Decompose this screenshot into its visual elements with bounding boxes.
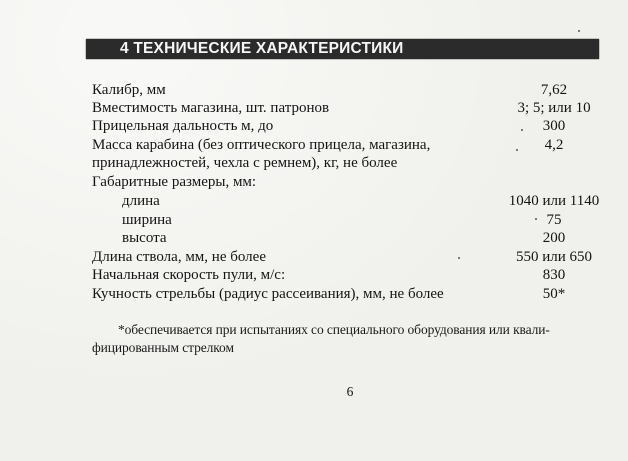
spec-value: 50*	[542, 286, 566, 302]
spec-row-magazine	[0, 99, 628, 117]
spec-label: ширина	[122, 212, 172, 228]
spec-row-barrel	[0, 248, 628, 266]
spec-label: Прицельная дальность м, до	[92, 118, 274, 134]
spec-row-length	[0, 192, 628, 210]
footnote	[92, 321, 612, 357]
scan-speck	[535, 218, 537, 220]
spec-label: Калибр, мм	[92, 82, 166, 98]
spec-label: принадлежностей, чехла с ремнем), кг, не более	[92, 155, 398, 171]
scan-speck	[521, 129, 523, 131]
spec-value: 1040 или 1140	[508, 193, 600, 209]
spec-value: 300	[542, 118, 566, 134]
spec-value: 550 или 650	[515, 249, 593, 265]
spec-value: 3; 5; или 10	[517, 100, 591, 116]
spec-label: Вместимость магазина, шт. патронов	[92, 100, 330, 116]
spec-row-height	[0, 229, 628, 247]
spec-row-mass	[0, 136, 628, 154]
spec-value: 4,2	[544, 137, 564, 153]
spec-label: Габаритные размеры, мм:	[92, 174, 257, 190]
section-title: 4 ТЕХНИЧЕСКИЕ ХАРАКТЕРИСТИКИ	[120, 40, 404, 57]
spec-label: высота	[122, 230, 167, 246]
footnote-line: фицированным стрелком	[92, 340, 234, 355]
spec-value: 830	[542, 267, 566, 283]
scan-speck	[516, 149, 518, 151]
spec-value: 7,62	[540, 82, 568, 98]
spec-label: Начальная скорость пули, м/с:	[92, 267, 286, 283]
spec-row-mass-cont	[0, 154, 628, 172]
spec-label: длина	[122, 193, 160, 209]
spec-row-dimensions	[0, 173, 628, 191]
spec-label: Длина ствола, мм, не более	[92, 249, 266, 265]
spec-row-accuracy	[0, 285, 628, 303]
footnote-line: *обеспечивается при испытаниях со специального оборудования или квали-	[118, 322, 550, 337]
spec-row-caliber	[0, 81, 628, 99]
scan-speck	[458, 257, 460, 259]
spec-row-range	[0, 117, 628, 135]
spec-row-velocity	[0, 266, 628, 284]
scan-speck	[578, 30, 580, 32]
spec-row-width	[0, 211, 628, 229]
spec-value: 75	[546, 212, 562, 228]
page-number: 6	[346, 384, 354, 399]
spec-label: Кучность стрельбы (радиус рассеивания), мм, не более	[92, 286, 444, 302]
spec-label: Масса карабина (без оптического прицела, магазина,	[92, 137, 431, 153]
spec-value: 200	[542, 230, 566, 246]
